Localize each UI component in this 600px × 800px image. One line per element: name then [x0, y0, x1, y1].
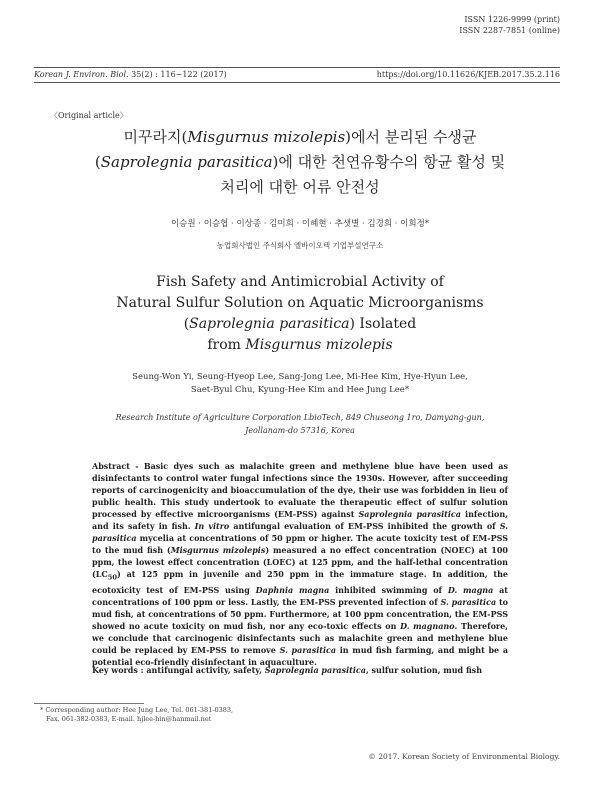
- english-affiliation: [40, 411, 560, 437]
- abstract-italic: Misgurnus mizolepis: [170, 545, 266, 555]
- text: )에 대한 천연유황수의 항균 활성 및: [272, 153, 506, 171]
- authors-line-2: Saet-Byul Chu, Kyung-Hee Kim and Hee Jung Lee*: [190, 385, 410, 395]
- abstract-italic: In vitro: [194, 521, 230, 531]
- abstract-italic: S. parasitica: [279, 644, 337, 655]
- header-rule-top: [34, 67, 560, 68]
- keywords: [92, 665, 508, 675]
- journal-volume: 35(2) : 116~122 (2017): [128, 70, 227, 79]
- text: from: [207, 337, 246, 353]
- issn-print: ISSN 1226-9999 (print): [464, 15, 560, 24]
- abstract-text: ) at 125 ppm in juvenile and 250 ppm in the immature stage. In addition, the ecotoxicity test of EM-PSS using: [92, 569, 508, 595]
- abstract-text: antifungal evaluation of EM-PSS inhibited the growth of: [229, 521, 500, 531]
- korean-title-line-1: [40, 125, 560, 150]
- abstract-text: . Therefore, we conclude that carcinogenic disinfectants such as malachite green and methylene blue could be replaced by EM-PSS to remove: [92, 620, 509, 655]
- abstract-italic: D. magnano: [400, 620, 455, 631]
- abstract-text: in mud fish farming, and might be a potential eco-friendly disinfectant in aquaculture.: [92, 644, 508, 667]
- header-rule-bottom: [34, 82, 560, 83]
- scientific-name: Saprolegnia parasitica: [100, 153, 273, 171]
- text: (: [94, 153, 101, 171]
- abstract-italic: D. magna: [447, 584, 494, 595]
- abstract-text: to mud fish, at concentrations of 50 ppm. Furthermore, at 100 ppm concentration, the EM-PSS showed no acute toxicity on mud fish, nor any eco-toxic effects on: [92, 596, 508, 631]
- english-title-line-3: [40, 314, 560, 335]
- affiliation-line-2: Jeollanam-do 57316, Korea: [245, 426, 355, 435]
- scientific-name: Saprolegnia parasitica: [189, 316, 350, 332]
- text: )에서 분리된 수생균: [345, 128, 477, 146]
- affiliation-line-1: Research Institute of Agriculture Corporation LbioTech, 849 Chuseong 1ro, Damyang-gun,: [115, 413, 485, 422]
- abstract-text: at concentrations of 100 ppm or less. Lastly, the EM-PSS prevented infection of: [92, 584, 508, 607]
- abstract-subscript: 50: [107, 573, 118, 582]
- abstract-text: infection, and its safety in fish.: [92, 509, 508, 531]
- english-title-line-4: [40, 335, 560, 356]
- text: ) Isolated: [349, 316, 417, 332]
- english-title-line-1: Fish Safety and Antimicrobial Activity of: [156, 274, 444, 290]
- korean-title-line-2: [40, 150, 560, 175]
- authors-line-1: Seung-Won Yi, Seung-Hyeop Lee, Sang-Jong Lee, Mi-Hee Kim, Hye-Hyun Lee,: [132, 372, 468, 382]
- journal-name: Korean J. Environ. Biol.: [34, 70, 129, 79]
- footnote-rule: [34, 703, 144, 704]
- issn-online: ISSN 2287-7851 (online): [459, 26, 560, 35]
- english-title: [40, 272, 560, 356]
- article-type: 〈Original article〉: [50, 111, 128, 120]
- keywords-text: , sulfur solution, mud fish: [365, 665, 483, 675]
- korean-affiliation: 농업회사법인 주식회사 엘바이오텍 기업부설연구소: [216, 241, 384, 250]
- doi-link[interactable]: https://doi.org/10.11626/KJEB.2017.35.2.116: [376, 70, 560, 79]
- footnote: [40, 706, 233, 724]
- issn-block: [459, 14, 560, 36]
- english-authors: [40, 371, 560, 397]
- abstract: [92, 460, 508, 668]
- abstract-text: Abstract - Basic dyes such as malachite green and methylene blue have been used as disinfectants to control water fungal infections since the 1930s. However, after succeeding reports of carcinogenicity and bioaccumulation of the dye, their use was forbidden in lieu of public health. This study undertook to evaluate the therapeutic effect of sulfur solution processed by effective microorganisms (EM-PSS) against: [92, 461, 508, 519]
- keywords-text: Key words : antifungal activity, safety,: [92, 665, 265, 675]
- korean-authors: 이승원 · 이승협 · 이상종 · 김미희 · 이혜현 · 추샛별 · 김경희 · 이희정*: [170, 219, 430, 229]
- scientific-name: Misgurnus mizolepis: [245, 337, 393, 353]
- keywords-italic: Saprolegnia parasitica: [264, 665, 366, 675]
- abstract-italic: S. parasitica: [440, 596, 497, 607]
- abstract-text: ) measured a no effect concentration (NOEC) at 100 ppm, the lowest effect concentration (LOEC) at 125 ppm, and the half-lethal concentration (LC: [92, 545, 508, 579]
- abstract-text: mycelia at concentrations of 50 ppm or higher. The acute toxicity test of EM-PSS to the mud fish (: [92, 533, 508, 555]
- footnote-line-1: * Corresponding author: Hee Jung Lee, Tel. 061-381-0383,: [40, 706, 234, 714]
- korean-title-line-3: 처리에 대한 어류 안전성: [220, 178, 380, 196]
- english-title-line-2: Natural Sulfur Solution on Aquatic Microorganisms: [116, 295, 484, 311]
- abstract-text: inhibited swimming of: [329, 584, 448, 595]
- journal-line: [34, 70, 560, 79]
- journal-citation: [34, 70, 227, 79]
- abstract-italic: Daphnia magna: [255, 584, 330, 595]
- text: (: [183, 316, 190, 332]
- scientific-name: Misgurnus mizolepis: [187, 128, 346, 146]
- text: 미꾸라지(: [123, 128, 188, 146]
- abstract-italic: Saprolegnia parasitica: [358, 509, 461, 519]
- copyright: © 2017. Korean Society of Environmental Biology.: [368, 752, 560, 761]
- footnote-line-2: Fax. 061-382-0383, E-mail. hjlee-hin@hanmail.net: [46, 715, 212, 723]
- korean-title: [40, 125, 560, 200]
- abstract-italic: S. parasitica: [92, 521, 508, 543]
